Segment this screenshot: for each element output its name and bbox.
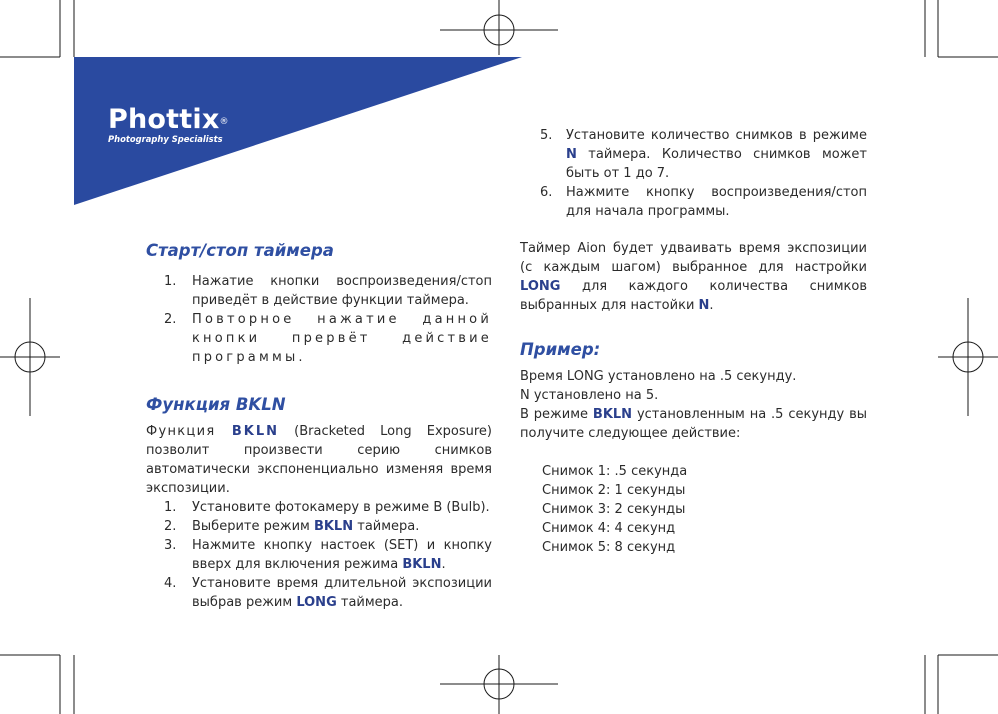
phottix-logo (108, 106, 229, 144)
list-item (520, 126, 867, 183)
section-title-timer: Старт/стоп таймера (146, 241, 334, 260)
example-text: установленным на .5 секунду вы получите следующее действие: (520, 407, 868, 441)
left-column (146, 240, 492, 612)
step-text: таймера. (336, 595, 404, 610)
step-number: 4. (164, 576, 177, 591)
bkln-steps-continued (520, 126, 867, 221)
desc-text: для каждого количества снимков выбранных для настойки (520, 279, 867, 313)
list-item (520, 183, 867, 221)
step-number: 6. (540, 185, 553, 200)
step-text: таймера. Количество снимков может быть от 1 до 7. (566, 147, 867, 181)
example-line: Время LONG установлено на .5 секунду. (520, 369, 797, 384)
step-text: Установите фотокамеру в режиме B (Bulb). (192, 500, 490, 515)
timer-description (520, 239, 867, 315)
example-line: N установлено на 5. (520, 388, 659, 403)
list-item: Снимок 4: 4 секунд (542, 521, 676, 536)
list-item (146, 517, 492, 536)
step-text: Нажатие кнопки воспроизведения/стоп приведёт в действие функции таймера. (192, 274, 492, 308)
logo-wordmark: Phottix (108, 104, 220, 135)
step-bold: N (566, 147, 577, 162)
desc-text: . (709, 298, 714, 313)
list-item (146, 272, 492, 310)
list-item: Снимок 1: .5 секунда (542, 464, 688, 479)
section-title-example: Пример: (520, 340, 601, 359)
step-number: 3. (164, 538, 177, 553)
list-item (146, 310, 492, 367)
section-title-bkln: Функция BKLN (146, 395, 286, 414)
intro-text: (Bracketed Long Exposure) позволит произвести серию снимков автоматически экспоненциально изменяя время экспозиции. (146, 424, 493, 496)
bkln-intro (146, 422, 492, 498)
list-item (146, 536, 492, 574)
example-line (520, 405, 867, 443)
intro-text: Функция (146, 424, 232, 439)
step-text: Выберите режим (192, 519, 314, 534)
desc-text: Таймер Aion будет удваивать время экспозиции (с каждым шагом) выбранное для настройки (520, 241, 867, 275)
example-text: В режиме (520, 407, 593, 422)
bkln-steps (146, 498, 492, 612)
desc-bold: LONG (520, 279, 561, 294)
logo-name (108, 106, 229, 134)
step-text: Установите время длительной экспозиции выбрав режим (192, 576, 492, 610)
step-text: Установите количество снимков в режиме (566, 128, 867, 143)
intro-bold: BKLN (231, 424, 280, 439)
list-item (146, 574, 492, 612)
step-number: 1. (164, 274, 177, 289)
step-number: 5. (540, 128, 553, 143)
timer-steps (146, 272, 492, 367)
logo-tagline: Photography Specialists (108, 134, 223, 144)
step-text: Нажмите кнопку настоек (SET) и кнопку вверх для включения режима (192, 538, 492, 572)
desc-bold: N (698, 298, 710, 313)
list-item: Снимок 2: 1 секунды (542, 483, 686, 498)
list-item: Снимок 3: 2 секунды (542, 502, 686, 517)
step-number: 2. (164, 312, 177, 327)
step-text: . (441, 557, 446, 572)
step-number: 1. (164, 500, 177, 515)
registered-mark: ® (219, 117, 229, 127)
example-bold: BKLN (592, 407, 633, 422)
step-text: Нажмите кнопку воспроизведения/стоп для начала программы. (566, 185, 867, 219)
list-item: Снимок 5: 8 секунд (542, 540, 676, 555)
shots-list (520, 462, 867, 557)
step-bold: BKLN (402, 557, 442, 572)
example-body (520, 367, 867, 443)
step-bold: LONG (296, 595, 337, 610)
right-column (520, 126, 867, 557)
step-number: 2. (164, 519, 177, 534)
list-item (146, 498, 492, 517)
step-text: Повторное нажатие данной кнопки прервёт действие программы. (192, 312, 492, 365)
step-text: таймера. (353, 519, 420, 534)
step-bold: BKLN (313, 519, 354, 534)
